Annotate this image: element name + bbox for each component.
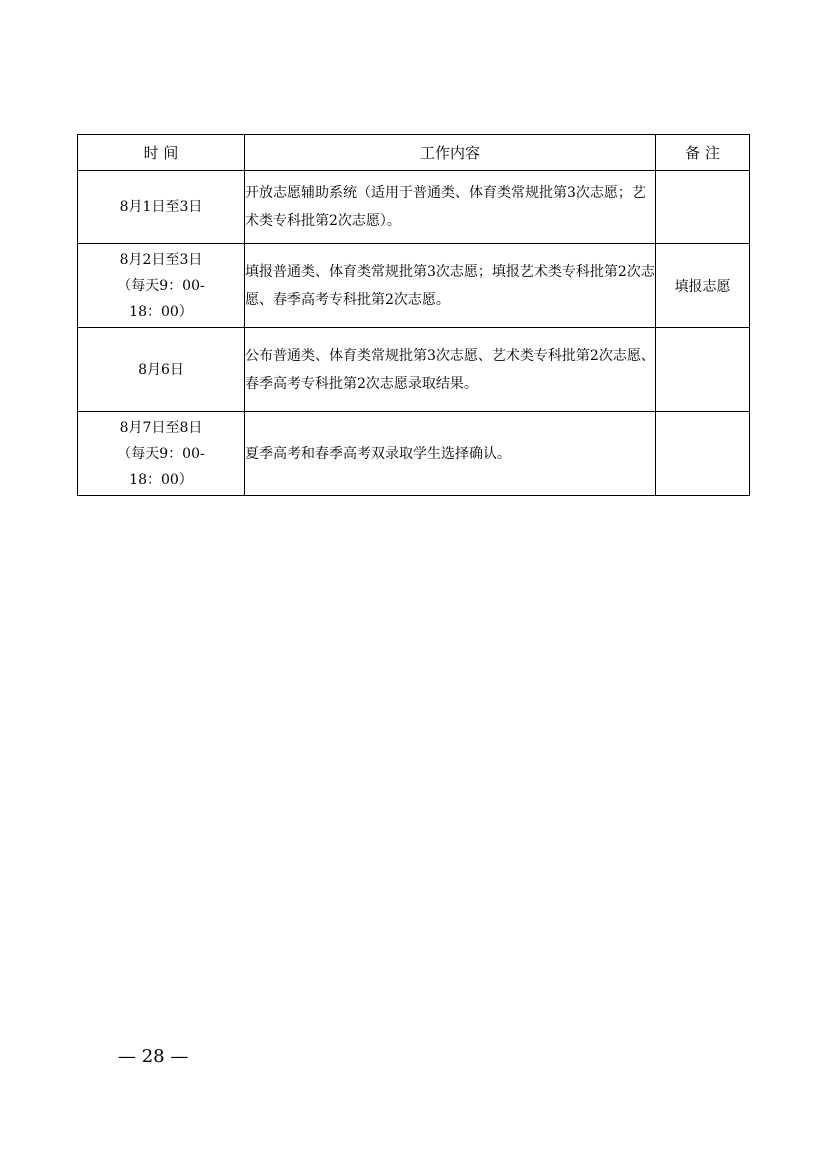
header-time: 时 间 bbox=[78, 135, 245, 171]
time-line: 8月2日至3日 bbox=[119, 251, 203, 268]
time-line: 8月7日至8日 bbox=[119, 419, 203, 436]
row-remark bbox=[656, 328, 750, 412]
table-row bbox=[78, 412, 750, 496]
time-line: （每天9：00- bbox=[117, 445, 205, 462]
header-content: 工作内容 bbox=[245, 135, 656, 171]
time-line: （每天9：00- bbox=[117, 277, 205, 294]
row-remark bbox=[656, 171, 750, 244]
page-number: — 28 — bbox=[118, 1046, 189, 1067]
row-remark: 填报志愿 bbox=[656, 244, 750, 328]
table-header-row bbox=[78, 135, 750, 171]
row-content: 夏季高考和春季高考双录取学生选择确认。 bbox=[245, 412, 656, 496]
table-row bbox=[78, 244, 750, 328]
row-time bbox=[78, 244, 245, 328]
row-time bbox=[78, 171, 245, 244]
time-line: 18：00） bbox=[129, 303, 193, 320]
row-content: 开放志愿辅助系统（适用于普通类、体育类常规批第3次志愿；艺术类专科批第2次志愿）。 bbox=[245, 171, 656, 244]
time-line: 18：00） bbox=[129, 471, 193, 488]
row-remark bbox=[656, 412, 750, 496]
header-remark: 备 注 bbox=[656, 135, 750, 171]
table-row bbox=[78, 171, 750, 244]
time-line: 8月6日 bbox=[138, 361, 184, 378]
row-content: 公布普通类、体育类常规批第3次志愿、艺术类专科批第2次志愿、春季高考专科批第2次志愿录取结果。 bbox=[245, 328, 656, 412]
row-time bbox=[78, 412, 245, 496]
time-line: 8月1日至3日 bbox=[119, 199, 203, 215]
schedule-table bbox=[77, 134, 750, 496]
row-time bbox=[78, 328, 245, 412]
table-row bbox=[78, 328, 750, 412]
row-content: 填报普通类、体育类常规批第3次志愿；填报艺术类专科批第2次志愿、春季高考专科批第2次志愿。 bbox=[245, 244, 656, 328]
